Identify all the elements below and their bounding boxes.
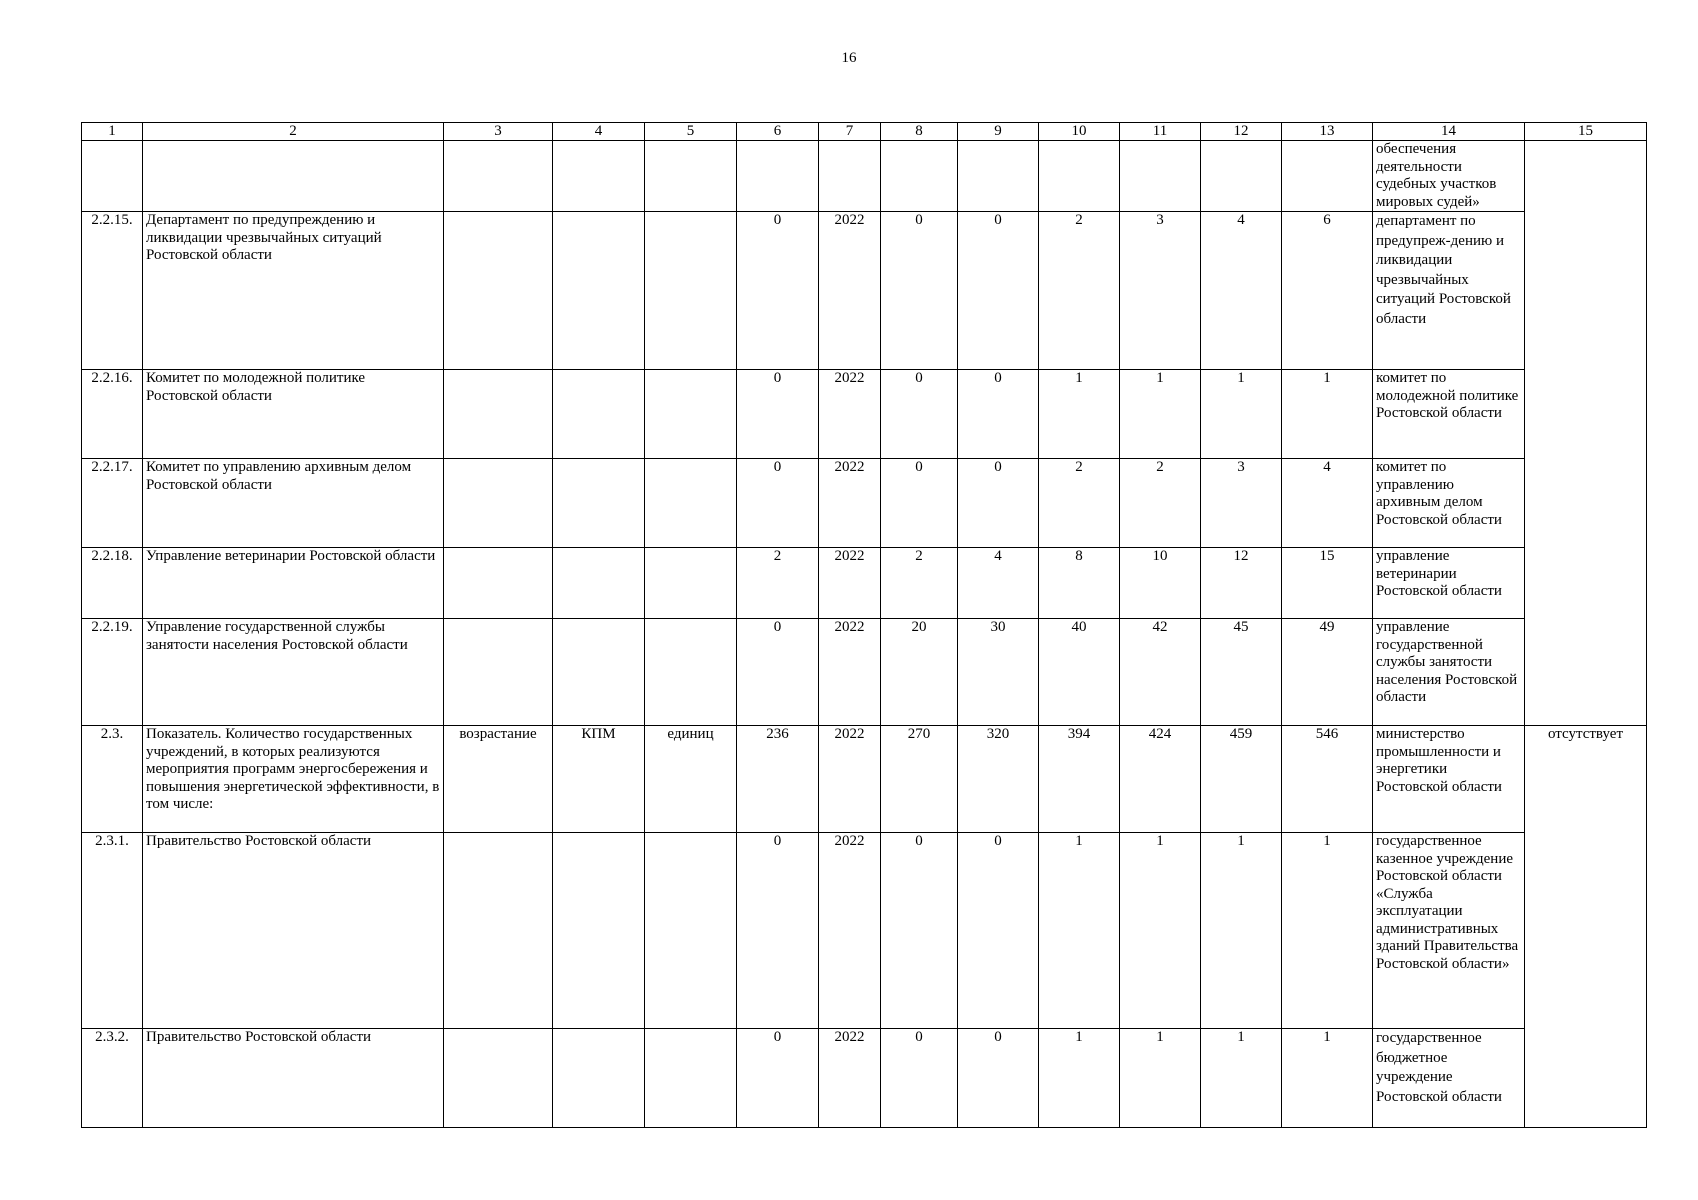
- value-cell: 0: [881, 459, 958, 548]
- id-cell: 2.2.15.: [82, 212, 143, 370]
- value-cell: 4: [1282, 459, 1373, 548]
- header-cell: 12: [1201, 123, 1282, 141]
- table-row: [82, 370, 1647, 459]
- value-cell: 0: [737, 212, 819, 370]
- page-number: 16: [841, 50, 857, 66]
- responsible-cell: государственное казенное учреждение Ростовской области «Служба эксплуатации административных зданий Правительства Ростовской области»: [1373, 833, 1525, 1029]
- table-row: [82, 833, 1647, 1029]
- value-cell: 1: [1039, 1029, 1120, 1128]
- value-cell: 30: [958, 619, 1039, 726]
- header-cell: 1: [82, 123, 143, 141]
- value-cell: 1: [1039, 370, 1120, 459]
- value-cell: 0: [737, 1029, 819, 1128]
- responsible-cell: обеспечения деятельности судебных участков мировых судей»: [1373, 141, 1525, 212]
- header-cell: 2: [143, 123, 444, 141]
- id-cell: 2.3.2.: [82, 1029, 143, 1128]
- header-cell: 4: [553, 123, 645, 141]
- header-cell: 7: [819, 123, 881, 141]
- header-row: [82, 123, 1647, 141]
- value-cell: 0: [737, 370, 819, 459]
- value-cell: 0: [958, 1029, 1039, 1128]
- value-cell: 3: [1201, 459, 1282, 548]
- value-cell: 0: [737, 619, 819, 726]
- header-cell: 9: [958, 123, 1039, 141]
- table-row: [82, 726, 1647, 833]
- value-cell: 1: [1120, 370, 1201, 459]
- header-cell: 11: [1120, 123, 1201, 141]
- responsible-cell: государственное бюджетное учреждение Ростовской области: [1373, 1029, 1525, 1128]
- id-cell: 2.2.18.: [82, 548, 143, 619]
- value-cell: 2: [1120, 459, 1201, 548]
- value-cell: 1: [1201, 1029, 1282, 1128]
- table-row: [82, 459, 1647, 548]
- value-cell: 0: [881, 833, 958, 1029]
- id-cell: 2.2.17.: [82, 459, 143, 548]
- value-cell: 2: [881, 548, 958, 619]
- value-cell: 2022: [819, 1029, 881, 1128]
- name-cell: Управление ветеринарии Ростовской области: [143, 548, 444, 619]
- header-cell: 15: [1525, 123, 1647, 141]
- value-cell: 0: [958, 459, 1039, 548]
- value-cell: 1: [1039, 833, 1120, 1029]
- value-cell: 8: [1039, 548, 1120, 619]
- col15-cell: отсутствует: [1525, 726, 1647, 1128]
- unit-cell: единиц: [645, 726, 737, 833]
- value-cell: 0: [737, 833, 819, 1029]
- col15-cell: [1525, 141, 1647, 726]
- name-cell: Правительство Ростовской области: [143, 1029, 444, 1128]
- value-cell: 2: [1039, 212, 1120, 370]
- value-cell: 2022: [819, 833, 881, 1029]
- responsible-cell: департамент по предупреж-дению и ликвидации чрезвычайных ситуаций Ростовской области: [1373, 212, 1525, 370]
- value-cell: 12: [1201, 548, 1282, 619]
- value-cell: 2: [737, 548, 819, 619]
- value-cell: 1: [1282, 833, 1373, 1029]
- responsible-cell: комитет по управлению архивным делом Ростовской области: [1373, 459, 1525, 548]
- value-cell: 40: [1039, 619, 1120, 726]
- id-cell: 2.2.19.: [82, 619, 143, 726]
- responsible-cell: управление ветеринарии Ростовской области: [1373, 548, 1525, 619]
- header-cell: 14: [1373, 123, 1525, 141]
- value-cell: 0: [737, 459, 819, 548]
- value-cell: 320: [958, 726, 1039, 833]
- name-cell: [143, 141, 444, 212]
- value-cell: 394: [1039, 726, 1120, 833]
- value-cell: 49: [1282, 619, 1373, 726]
- value-cell: 2022: [819, 548, 881, 619]
- value-cell: 236: [737, 726, 819, 833]
- value-cell: 1: [1120, 1029, 1201, 1128]
- value-cell: 0: [881, 370, 958, 459]
- responsible-cell: управление государственной службы занятости населения Ростовской области: [1373, 619, 1525, 726]
- value-cell: 424: [1120, 726, 1201, 833]
- value-cell: 1: [1201, 833, 1282, 1029]
- header-cell: 3: [444, 123, 553, 141]
- value-cell: 1: [1120, 833, 1201, 1029]
- value-cell: 6: [1282, 212, 1373, 370]
- header-cell: 10: [1039, 123, 1120, 141]
- value-cell: 2022: [819, 459, 881, 548]
- id-cell: 2.2.16.: [82, 370, 143, 459]
- header-cell: 5: [645, 123, 737, 141]
- responsible-cell: министерство промышленности и энергетики Ростовской области: [1373, 726, 1525, 833]
- value-cell: 2022: [819, 619, 881, 726]
- value-cell: 0: [881, 212, 958, 370]
- name-cell: Комитет по управлению архивным делом Ростовской области: [143, 459, 444, 548]
- table-row: [82, 619, 1647, 726]
- value-cell: 4: [958, 548, 1039, 619]
- id-cell: 2.3.1.: [82, 833, 143, 1029]
- name-cell: Показатель. Количество государственных учреждений, в которых реализуются мероприятия программ энергосбережения и повышения энергетической эффективности, в том числе:: [143, 726, 444, 833]
- value-cell: 270: [881, 726, 958, 833]
- value-cell: 42: [1120, 619, 1201, 726]
- type-cell: КПМ: [553, 726, 645, 833]
- value-cell: 1: [1282, 1029, 1373, 1128]
- value-cell: 2022: [819, 370, 881, 459]
- header-cell: 8: [881, 123, 958, 141]
- value-cell: 0: [958, 833, 1039, 1029]
- direction-cell: возрастание: [444, 726, 553, 833]
- responsible-cell: комитет по молодежной политике Ростовской области: [1373, 370, 1525, 459]
- table-row: [82, 1029, 1647, 1128]
- table-row: [82, 212, 1647, 370]
- table-row: [82, 141, 1647, 212]
- value-cell: 0: [958, 370, 1039, 459]
- value-cell: 15: [1282, 548, 1373, 619]
- value-cell: 1: [1201, 370, 1282, 459]
- value-cell: 0: [881, 1029, 958, 1128]
- value-cell: 0: [958, 212, 1039, 370]
- name-cell: Комитет по молодежной политике Ростовской области: [143, 370, 444, 459]
- value-cell: 45: [1201, 619, 1282, 726]
- value-cell: 3: [1120, 212, 1201, 370]
- value-cell: 1: [1282, 370, 1373, 459]
- value-cell: 2022: [819, 212, 881, 370]
- header-cell: 13: [1282, 123, 1373, 141]
- value-cell: 4: [1201, 212, 1282, 370]
- id-cell: [82, 141, 143, 212]
- value-cell: 2022: [819, 726, 881, 833]
- id-cell: 2.3.: [82, 726, 143, 833]
- table-row: [82, 548, 1647, 619]
- name-cell: Департамент по предупреждению и ликвидации чрезвычайных ситуаций Ростовской области: [143, 212, 444, 370]
- name-cell: Правительство Ростовской области: [143, 833, 444, 1029]
- value-cell: 2: [1039, 459, 1120, 548]
- value-cell: 459: [1201, 726, 1282, 833]
- header-cell: 6: [737, 123, 819, 141]
- value-cell: 20: [881, 619, 958, 726]
- value-cell: 10: [1120, 548, 1201, 619]
- name-cell: Управление государственной службы занятости населения Ростовской области: [143, 619, 444, 726]
- value-cell: 546: [1282, 726, 1373, 833]
- indicator-table: [81, 122, 1647, 1128]
